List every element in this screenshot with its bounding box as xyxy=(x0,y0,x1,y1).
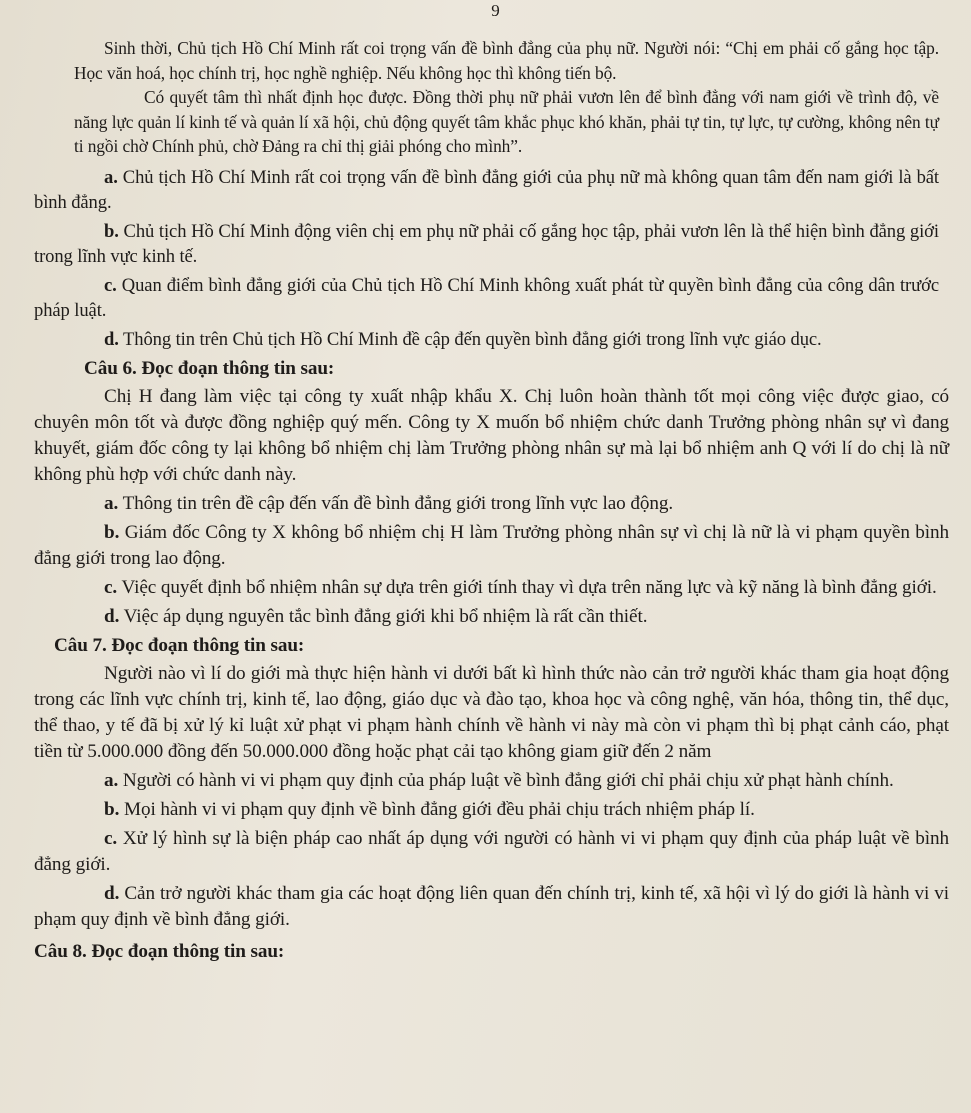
option-text: Cản trở người khác tham gia các hoạt động liên quan đến chính trị, kinh tế, xã hội vì lý do giới là hành vi vi phạm quy định về bình đẳng giới. xyxy=(34,883,949,930)
option-text: Thông tin trên đề cập đến vấn đề bình đẳng giới trong lĩnh vực lao động. xyxy=(122,493,674,514)
option-d xyxy=(34,327,939,353)
option-text: Việc áp dụng nguyên tắc bình đẳng giới khi bổ nhiệm là rất cần thiết. xyxy=(123,606,648,627)
option-b xyxy=(34,219,939,270)
option-c xyxy=(34,575,949,601)
intro-passage xyxy=(34,36,949,159)
option-b xyxy=(34,797,949,823)
question-6 xyxy=(34,356,949,630)
intro-paragraph: Sinh thời, Chủ tịch Hồ Chí Minh rất coi trọng vấn đề bình đẳng của phụ nữ. Người nói: “Chị em phải cố gắng học tập. Học văn hoá, học chính trị, học nghề nghiệp. Nếu không học thì không tiến bộ. xyxy=(74,38,939,83)
option-c xyxy=(34,826,949,878)
option-text: Người có hành vi vi phạm quy định của pháp luật về bình đẳng giới chỉ phải chịu xử phạt hành chính. xyxy=(122,770,894,791)
option-letter: d. xyxy=(104,328,119,350)
option-text: Mọi hành vi vi phạm quy định về bình đẳng giới đều phải chịu trách nhiệm pháp lí. xyxy=(123,799,755,820)
question-title: Câu 8. Đọc đoạn thông tin sau: xyxy=(34,941,285,962)
option-a xyxy=(34,768,949,794)
option-text: Việc quyết định bổ nhiệm nhân sự dựa trên giới tính thay vì dựa trên năng lực và kỹ năng là bình đẳng giới. xyxy=(121,577,937,598)
option-d xyxy=(34,881,949,933)
option-d xyxy=(34,604,949,630)
option-letter: b. xyxy=(104,220,119,242)
question-5-options xyxy=(34,165,949,353)
option-letter: a. xyxy=(104,770,119,791)
question-7 xyxy=(34,633,949,933)
question-title: Câu 6. Đọc đoạn thông tin sau: xyxy=(84,358,335,379)
question-passage: Chị H đang làm việc tại công ty xuất nhập khẩu X. Chị luôn hoàn thành tốt mọi công việc được giao, có chuyên môn tốt và được đồng nghiệp quý mến. Công ty X muốn bổ nhiệm chức danh Trưởng phòng nhân sự vì đang khuyết, giám đốc công ty lại không bổ nhiệm chị làm Trưởng phòng nhân sự mà lại bổ nhiệm anh Q với lí do chị là nữ không phù hợp với chức danh này. xyxy=(34,386,949,485)
option-letter: b. xyxy=(104,522,120,543)
question-passage: Người nào vì lí do giới mà thực hiện hành vi dưới bất kì hình thức nào cản trở người khác tham gia hoạt động trong các lĩnh vực chính trị, kinh tế, lao động, giáo dục và đào tạo, khoa học và công nghệ, văn hóa, thông tin, thể dục, thể thao, y tế đã bị xử lý kỉ luật xử phạt vi phạm hành chính về hành vi này mà còn vi phạm thì bị phạt cảnh cáo, phạt tiền từ 5.000.000 đồng đến 50.000.000 đồng hoặc phạt cải tạo không giam giữ đến 2 năm xyxy=(34,663,949,762)
option-letter: c. xyxy=(104,828,118,849)
option-letter: d. xyxy=(104,606,120,627)
option-letter: a. xyxy=(104,493,119,514)
question-8 xyxy=(34,939,949,965)
question-title: Câu 7. Đọc đoạn thông tin sau: xyxy=(54,635,305,656)
option-text: Chủ tịch Hồ Chí Minh rất coi trọng vấn đề bình đẳng giới của phụ nữ mà không quan tâm đến nam giới là bất bình đẳng. xyxy=(34,166,939,213)
option-a xyxy=(34,165,939,216)
option-text: Quan điểm bình đẳng giới của Chủ tịch Hồ Chí Minh không xuất phát từ quyền bình đẳng của công dân trước pháp luật. xyxy=(34,274,939,321)
option-a xyxy=(34,491,949,517)
page-number: 9 xyxy=(491,1,500,20)
option-letter: a. xyxy=(104,166,118,188)
option-letter: c. xyxy=(104,577,118,598)
option-text: Giám đốc Công ty X không bổ nhiệm chị H làm Trưởng phòng nhân sự vì chị là nữ là vi phạm quyền bình đẳng giới trong lao động. xyxy=(34,522,949,569)
option-text: Xử lý hình sự là biện pháp cao nhất áp dụng với người có hành vi vi phạm quy định của pháp luật về bình đẳng giới. xyxy=(34,828,949,875)
option-b xyxy=(34,520,949,572)
option-letter: b. xyxy=(104,799,120,820)
intro-paragraph: Có quyết tâm thì nhất định học được. Đồng thời phụ nữ phải vươn lên để bình đẳng với nam giới về trình độ, về năng lực quản lí kinh tế và quản lí xã hội, chủ động quyết tâm khắc phục khó khăn, phải tự tin, tự lực, tự cường, không nên tự ti ngồi chờ Chính phủ, chờ Đảng ra chỉ thị giải phóng cho mình”. xyxy=(74,87,939,156)
option-letter: d. xyxy=(104,883,120,904)
option-letter: c. xyxy=(104,274,117,296)
option-c xyxy=(34,273,939,324)
option-text: Thông tin trên Chủ tịch Hồ Chí Minh đề cập đến quyền bình đẳng giới trong lĩnh vực giáo dục. xyxy=(123,328,822,350)
option-text: Chủ tịch Hồ Chí Minh động viên chị em phụ nữ phải cố gắng học tập, phải vươn lên là thể hiện bình đẳng giới trong lĩnh vực kinh tế. xyxy=(34,220,939,267)
